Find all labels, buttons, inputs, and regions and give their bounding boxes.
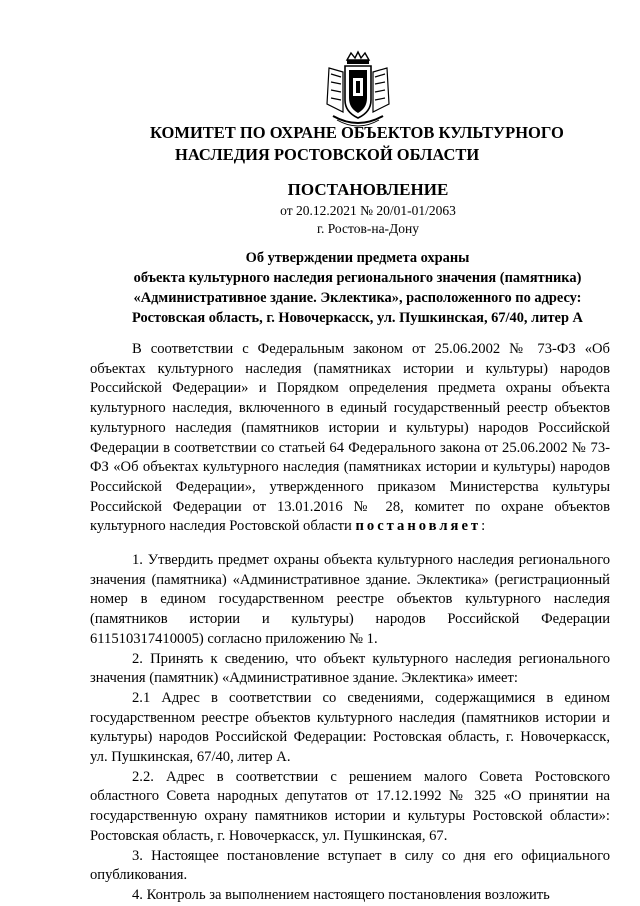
header-line-2: НАСЛЕДИЯ РОСТОВСКОЙ ОБЛАСТИ — [175, 145, 480, 164]
preamble-paragraph — [90, 340, 610, 537]
document-date-number: от 20.12.2021 № 20/01-01/2063 — [280, 203, 456, 218]
item-2-paragraph: 2. Принять к сведению, что объект культурного наследия регионального значения (памятник) «Административное здание. Эклектика» имеет: — [90, 650, 610, 687]
document-subject — [100, 248, 615, 328]
header-line-1: КОМИТЕТ ПО ОХРАНЕ ОБЪЕКТОВ КУЛЬТУРНОГО — [150, 123, 564, 142]
committee-header — [150, 122, 570, 166]
preamble-text: В соответствии с Федеральным законом от 25.06.2002 № 73-ФЗ «Об объектах культурного наследия (памятниках истории и культуры) народов Российской Федерации» и Порядком определения предмета охраны объекта культурного наследия, включенного в единый государственный реестр объектов культурного наследия (памятников истории и культуры) народов Российской Федерации в соответствии со статьей 64 Федерального закона от 25.06.2002 № 73-ФЗ «Об объектах культурного наследия (памятниках истории и культуры) народов Российской Федерации», утвержденного приказом Министерства культуры Российской Федерации от 13.01.2016 № 28, комитет по охране объектов культурного наследия Ростовской области — [90, 341, 610, 535]
document-type: ПОСТАНОВЛЕНИЕ — [287, 180, 449, 199]
subject-line-1: Об утверждении предмета охраны — [245, 250, 470, 266]
document-body — [90, 340, 610, 906]
subject-line-3: «Административное здание. Эклектика», расположенного по адресу: — [133, 290, 582, 306]
preamble-colon: : — [481, 518, 486, 535]
decree-word: постановляет — [355, 518, 482, 535]
item-1-paragraph: 1. Утвердить предмет охраны объекта культурного наследия регионального значения (памятника) «Административное здание. Эклектика» (регистрационный номер в едином государственном реестре объектов культурного наследия (памятников истории и культуры) народов Российской Федерации 611510317410005) согласно приложению № 1. — [90, 552, 610, 647]
subject-line-4: Ростовская область, г. Новочеркасск, ул. Пушкинская, 67/40, литер А — [132, 310, 583, 326]
item-3-paragraph: 3. Настоящее постановление вступает в силу со дня его официального опубликования. — [90, 847, 610, 884]
item-4-paragraph: 4. Контроль за выполнением настоящего постановления возложить — [132, 886, 550, 903]
subject-line-2: объекта культурного наследия регионального значения (памятника) — [133, 270, 582, 286]
document-city: г. Ростов-на-Дону — [316, 221, 419, 236]
item-2-1-paragraph: 2.1 Адрес в соответствии со сведениями, содержащимися в едином государственном реестре объектов культурного наследия (памятников истории и культуры) народов Российской Федерации: Ростовская область, г. Новочеркасск, ул. Пушкинская, 67/40, литер А. — [90, 689, 610, 766]
coat-of-arms-icon — [323, 50, 393, 132]
item-2-2-paragraph: 2.2. Адрес в соответствии с решением малого Совета Ростовского областного Совета народных депутатов от 17.12.1992 № 325 «О принятии на государственную охрану памятников истории и культуры Ростовской области»: Ростовская область, г. Новочеркасск, ул. Пушкинская, 67. — [90, 768, 610, 844]
